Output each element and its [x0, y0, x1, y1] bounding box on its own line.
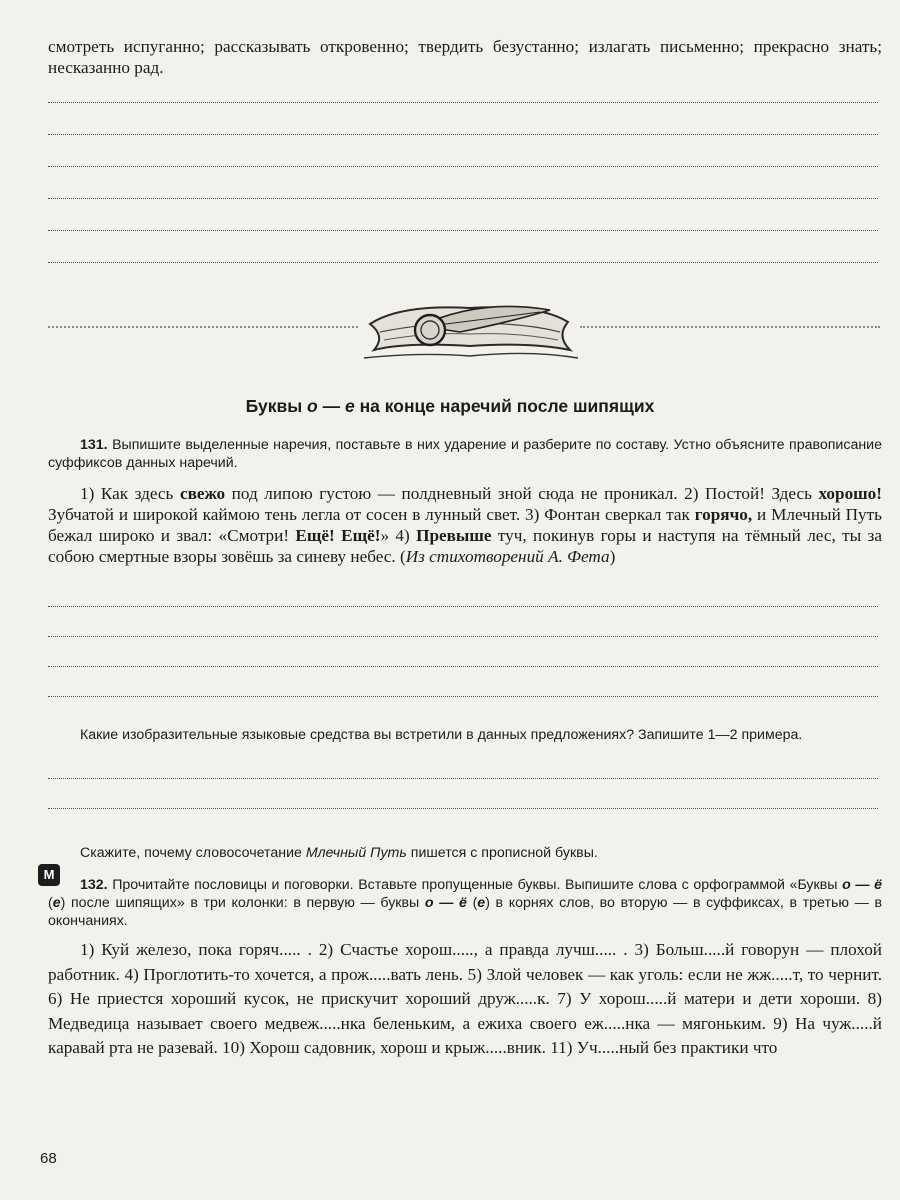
exercise-number: 131.	[80, 437, 108, 453]
text-part: Зубчатой и широкой каймою тень легла от сосен в лунный свет. 3) Фонтан сверкал так	[48, 505, 695, 524]
title-letter-e: е	[344, 396, 355, 416]
term: о — ё	[424, 895, 467, 911]
answer-line[interactable]	[48, 230, 878, 231]
highlighted-adverb: горячо,	[694, 505, 753, 524]
title-part: на конце наречий после шипящих	[354, 396, 655, 416]
quill-scroll-emblem	[360, 292, 582, 364]
text-part: (	[466, 895, 478, 911]
term: о — ё	[842, 877, 882, 893]
text-part: 1) Как здесь	[80, 484, 180, 503]
section-title	[0, 396, 900, 417]
exercise-number: 132.	[80, 877, 108, 893]
exercise-131-task	[48, 436, 882, 472]
top-text: смотреть испуганно; рассказывать откровенно; твердить безустанно; излагать письменно; прекрасно знать; несказанно рад.	[48, 37, 882, 77]
answer-line[interactable]	[48, 102, 878, 103]
answer-line[interactable]	[48, 166, 878, 167]
exercise-132-task	[48, 876, 882, 930]
answer-line[interactable]	[48, 636, 878, 637]
answer-line[interactable]	[48, 606, 878, 607]
exercise-132-text: 1) Куй железо, пока горяч..... . 2) Счастье хорош....., а правда лучш..... . 3) Больш.....й говорун — плохой работник. 4) Проглотить-то хочется, а прож.....вать лень. 5) Злой человек — как уголь: если не жж.....т, то чернит. 6) Не приестся хороший кусок, не прискучит хороший друж.....к. 7) У хорош.....й матери и дети хороши. 8) Медведица называет своего медвеж.....нка беленьким, а ежиха своего еж.....нка — мягоньким. 9) На чуж.....й каравай рта не разевай. 10) Хорош садовник, хорош и крыж.....вник. 11) Уч.....ный без практики что	[48, 940, 882, 1058]
title-dash: —	[317, 396, 345, 416]
text-part: туч, покинув горы и наступя на тёмный лес, ты за собою смертные взоры зовёшь за синеву небес. (	[48, 526, 882, 566]
answer-line[interactable]	[48, 262, 878, 263]
text-part: под липою густою — полдневный зной сюда не проникал. 2) Постой! Здесь	[225, 484, 819, 503]
highlighted-adverb: Ещё! Ещё!	[295, 526, 381, 545]
answer-line[interactable]	[48, 696, 878, 697]
text-part: » 4)	[380, 526, 417, 545]
answer-line[interactable]	[48, 808, 878, 809]
task-text: Выпишите выделенные наречия, поставьте в них ударение и разберите по составу. Устно объясните правописание суффиксов данных наречий.	[48, 437, 882, 471]
divider-rule-left	[48, 326, 358, 328]
text-part: ) в корнях слов, во вторую — в суффиксах, в третью — в окончаниях.	[48, 895, 882, 929]
text-part: Прочитайте пословицы и поговорки. Вставьте пропущенные буквы. Выпишите слова с орфограммой «Буквы	[112, 877, 843, 893]
term: Млечный Путь	[305, 845, 407, 861]
answer-line[interactable]	[48, 198, 878, 199]
text-part: и Млечный Путь бежал широко и звал: «Смотри!	[48, 505, 882, 545]
exercise-131-text	[48, 483, 882, 567]
answer-line[interactable]	[48, 134, 878, 135]
m-badge-icon: М	[38, 864, 60, 886]
answer-line[interactable]	[48, 778, 878, 779]
highlighted-adverb: хорошо!	[818, 484, 882, 503]
divider-rule-right	[580, 326, 880, 328]
highlighted-adverb: Превыше	[416, 526, 492, 545]
text-part: Скажите, почему словосочетание	[80, 845, 306, 861]
text-part: ) после шипящих» в три колонки: в первую — буквы	[60, 895, 425, 911]
exercise-131-question-2	[48, 844, 882, 862]
source-citation: Из стихотворений А. Фета	[405, 547, 610, 566]
text-part: пишется с прописной буквы.	[406, 845, 598, 861]
title-letter-o: о	[307, 396, 318, 416]
text-part: )	[609, 547, 616, 566]
text-part: (	[48, 895, 53, 911]
term: е	[477, 895, 486, 911]
page-number: 68	[40, 1150, 57, 1167]
highlighted-adverb: свежо	[179, 484, 226, 503]
title-part: Буквы	[245, 396, 308, 416]
answer-line[interactable]	[48, 666, 878, 667]
exercise-131-question-1: Какие изобразительные языковые средства вы встретили в данных предложениях? Запишите 1—2 примера.	[80, 727, 803, 743]
term: е	[52, 895, 61, 911]
